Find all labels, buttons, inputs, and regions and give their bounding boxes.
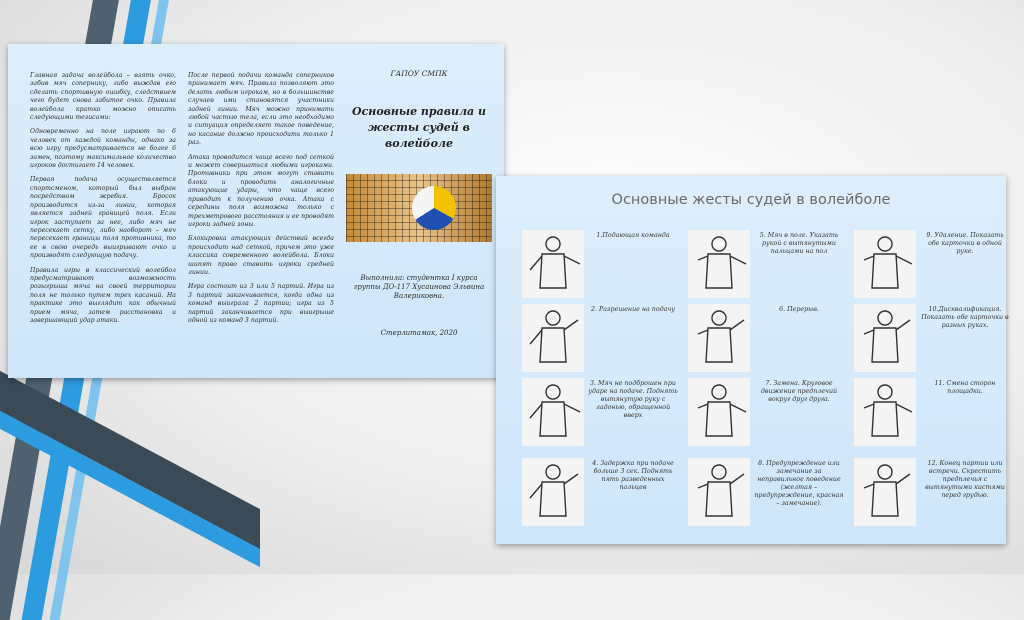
- gesture-caption: 8. Предупреждение или замечание за неправильное поведение (желтая –предупреждение, красная – замечание).: [754, 460, 844, 507]
- gesture-card: [688, 458, 848, 526]
- paragraph: Игра состоит из 3 или 5 партий. Игра из 3 партий заканчивается, когда одна из команд выиграла 2 партии; игра из 5 партий заканчивается при выигрыше одной из команд 3 партий.: [188, 283, 334, 324]
- paragraph: После первой подачи команда соперников принимает мяч. Правила позволяют это делать любым игрокам, но в большинстве случаев ими становятся участники задней линии. Мяч можно принимать любой частью тела, если это необходимо и ситуация определяет такое поведение, но касание должно происходить только 1 раз.: [188, 72, 334, 147]
- gesture-card: [854, 378, 1014, 446]
- cover-column: [346, 68, 492, 338]
- referee-card-warning-gesture-icon: [688, 458, 750, 526]
- referee-substitution-gesture-icon: [688, 378, 750, 446]
- gesture-caption: 3. Мяч не подброшен при ударе на подаче. Поднять вытянутую руку с ладонью, обращенной вверх: [588, 380, 678, 419]
- gesture-caption: 2. Разрешение на подачу: [591, 306, 675, 313]
- gesture-card: [522, 304, 682, 372]
- referee-disqualify-gesture-icon: [854, 304, 916, 372]
- referee-ball-in-gesture-icon: [688, 230, 750, 298]
- gestures-title: Основные жесты судей в волейболе: [611, 192, 891, 208]
- brochure-title: Основные правила и жесты судей в волейболе: [352, 105, 486, 151]
- text-column-2: [188, 72, 334, 331]
- referee-serve-gesture-icon: [522, 230, 584, 298]
- gesture-caption: 12. Конец партии или встречи. Скрестить предплечья с вытянутыми кистями перед грудью.: [925, 460, 1005, 499]
- author-credit: Выполнила: студентка I курса группы ДО-117 Хусаинова Эльвина Валериковна.: [353, 274, 485, 301]
- referee-no-toss-gesture-icon: [522, 378, 584, 446]
- referee-timeout-gesture-icon: [688, 304, 750, 372]
- gesture-card: [688, 378, 848, 446]
- gesture-caption: 1.Подающая команда: [596, 232, 670, 239]
- gesture-caption: 4. Задержка при подаче больше 3 сек. Поднять пять разведенных пальцев: [592, 460, 674, 491]
- referee-delay-serve-gesture-icon: [522, 458, 584, 526]
- paragraph: Первая подача осуществляется спортсменом, который был выбран посредством жребия. Бросок производится из-за линии, которая является задней границей поля. Если игрок заступает за нее, либо мяч не пересекает сетку, либо наоборот – мяч пересекает границы поля противника, то ее в свою очередь выигрывают очко и производят следующую подачу.: [30, 176, 176, 260]
- paragraph: Блокировка атакующих действий всегда происходит над сеткой, причем это уже классика современного волейбола. Блоки шипят право ставить игроки средней линии.: [188, 235, 334, 276]
- city-year: Стерлитамак, 2020: [380, 329, 458, 338]
- gesture-caption: 9. Удаление. Показать обе карточки в одной руке.: [926, 232, 1004, 255]
- gesture-card: [522, 458, 682, 526]
- brochure-page-right: [496, 176, 1009, 544]
- volleyball-net-photo: [346, 174, 492, 242]
- referee-change-courts-gesture-icon: [854, 378, 916, 446]
- paragraph: Правила игры в классический волейбол предусматривают возможность розыгрыша мяча на своей территории поля не только путем трех касаний. На практике это выглядит как обычный прием мяча, затем расстановка и завершающий удар атаки.: [30, 266, 176, 324]
- text-column-1: [30, 72, 176, 331]
- gesture-card: [854, 304, 1014, 372]
- referee-end-of-set-gesture-icon: [854, 458, 916, 526]
- gesture-caption: 11. Смена сторон площадки.: [934, 380, 996, 395]
- gesture-card: [854, 230, 1014, 298]
- gesture-card: [688, 230, 848, 298]
- gesture-card: [522, 378, 682, 446]
- gesture-card: [854, 458, 1014, 526]
- referee-permit-serve-gesture-icon: [522, 304, 584, 372]
- paragraph: Атака проводится чаще всего под сеткой и может совершаться любыми игроками. Противники при этом могут ставить блоки и проводить аналогичные атакующие удары, что чаще всего приводит к получению очка. Атака с середины поля возможна только с трехметрового расстояния и ее проводят игроки задней зоны.: [188, 153, 334, 228]
- organization-name: ГАПОУ СМПК: [390, 69, 448, 78]
- gesture-card: [688, 304, 848, 372]
- referee-warning-gesture-icon: [854, 230, 916, 298]
- gesture-caption: 5. Мяч в поле. Указать рукой с вытянутыми пальцами на пол: [759, 232, 839, 255]
- gesture-caption: 7. Замена. Круговое движение предплечий вокруг друг друга.: [760, 380, 838, 403]
- gesture-caption: 10.Дисквалификация. Показать обе карточки в разных руках.: [921, 306, 1009, 329]
- gesture-card: [522, 230, 682, 298]
- paragraph: Главная задача волейбола – взять очко, забив мяч сопернику, либо выждав его сделать спортивную ошибку, следствием чего будет снова забитое очко. Правила волейбола кратко можно описать следующими тезисами:: [30, 72, 176, 122]
- gesture-caption: 6. Перерыв.: [779, 306, 819, 313]
- brochure-page-left: [8, 44, 504, 378]
- paragraph: Одновременно на поле играют по 6 человек от каждой команды, однако за всю игру предусматривается не более 6 замен, поэтому максимальное количество игроков достигает 14 человек.: [30, 128, 176, 170]
